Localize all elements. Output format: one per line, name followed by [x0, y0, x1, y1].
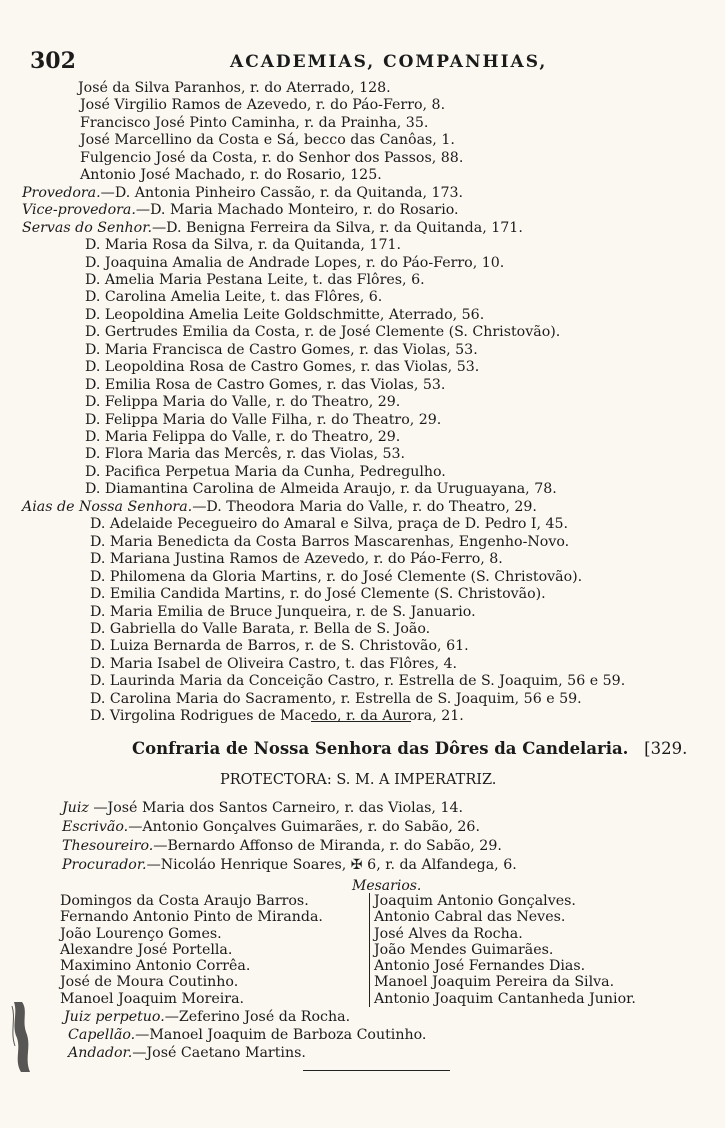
- entry-text: D. Leopoldina Amelia Leite Goldschmitte, Aterrado, 56.: [85, 307, 485, 323]
- entry-text: —D. Theodora Maria do Valle, r. do Theatro, 29.: [192, 499, 537, 515]
- entry-line: [90, 656, 457, 673]
- entry-line: [80, 150, 463, 167]
- entry-text: D. Maria Isabel de Oliveira Castro, t. das Flôres, 4.: [90, 656, 458, 672]
- section-ref: [329.: [644, 739, 688, 758]
- mesario-name: Antonio Cabral das Neves.: [374, 909, 566, 926]
- mesario-name: Antonio Joaquim Cantanheda Junior.: [374, 990, 636, 1007]
- entry-text: D. Maria Rosa da Silva, r. da Quitanda, 171.: [85, 237, 402, 253]
- mesarios-right-column: [369, 893, 636, 1007]
- entry-text: D. Mariana Justina Ramos de Azevedo, r. do Páo-Ferro, 8.: [90, 551, 503, 567]
- section-title-text: Confraria de Nossa Senhora das Dôres da Candelaria.: [132, 739, 629, 758]
- entry-line: [22, 202, 459, 219]
- entry-line: [85, 394, 400, 411]
- entry-text: D. Joaquina Amalia de Andrade Lopes, r. do Páo-Ferro, 10.: [85, 255, 505, 271]
- entry-text: —Antonio Gonçalves Guimarães, r. do Sabão, 26.: [128, 819, 480, 835]
- entry-text: D. Adelaide Pecegueiro do Amaral e Silva, praça de D. Pedro I, 45.: [90, 516, 569, 532]
- entry-text: —Nicoláo Henrique Soares, ✠ 6, r. da Alfandega, 6.: [146, 857, 517, 873]
- entry-text: D. Flora Maria das Mercês, r. das Violas, 53.: [85, 446, 406, 462]
- section-title: [132, 739, 687, 758]
- entry-line: [85, 307, 484, 324]
- entry-text: —Bernardo Affonso de Miranda, r. do Sabão, 29.: [153, 838, 502, 854]
- end-divider: [303, 1070, 450, 1071]
- page-header: [30, 48, 690, 78]
- entry-line: [85, 464, 446, 481]
- section-divider: [311, 721, 411, 722]
- entry-line: [22, 220, 523, 237]
- entry-line: [85, 289, 382, 306]
- entry-line: [90, 534, 569, 551]
- entry-text: D. Maria Francisca de Castro Gomes, r. das Violas, 53.: [85, 342, 478, 358]
- entry-text: Francisco José Pinto Caminha, r. da Prainha, 35.: [80, 115, 429, 131]
- mesario-name: Maximino Antonio Corrêa.: [60, 958, 251, 975]
- entry-line: [62, 819, 480, 836]
- entry-label: Provedora.: [22, 185, 101, 201]
- mesario-name: Domingos da Costa Araujo Barros.: [60, 893, 309, 909]
- entry-text: D. Felippa Maria do Valle, r. do Theatro, 29.: [85, 394, 401, 410]
- entry-line: [62, 838, 502, 855]
- entry-line: [90, 586, 546, 603]
- entry-line: [80, 167, 382, 184]
- mesarios-left-column: [60, 893, 323, 1007]
- entry-line: [64, 1009, 350, 1026]
- mesarios-heading: Mesarios.: [352, 878, 422, 894]
- entry-line: [80, 132, 455, 149]
- entry-label: Servas do Senhor.: [22, 220, 152, 236]
- entry-text: D. Luiza Bernarda de Barros, r. de S. Christovão, 61.: [90, 638, 469, 654]
- entry-label: Vice-provedora.: [22, 202, 136, 218]
- entry-line: [62, 800, 463, 817]
- entry-line: [68, 1045, 306, 1062]
- entry-text: José da Silva Paranhos, r. do Aterrado, 128.: [78, 80, 391, 96]
- entry-text: D. Pacifica Perpetua Maria da Cunha, Pedregulho.: [85, 464, 446, 480]
- entry-text: D. Maria Felippa do Valle, r. do Theatro, 29.: [85, 429, 401, 445]
- entry-line: [85, 324, 560, 341]
- entry-text: D. Gertrudes Emilia da Costa, r. de José Clemente (S. Christovão).: [85, 324, 561, 340]
- entry-label: Thesoureiro.: [62, 838, 154, 854]
- mesario-name: Joaquim Antonio Gonçalves.: [374, 893, 576, 909]
- entry-text: —D. Antonia Pinheiro Cassão, r. da Quitanda, 173.: [100, 185, 464, 201]
- entry-label: Andador.: [68, 1045, 133, 1061]
- entry-line: [90, 551, 503, 568]
- mesario-name: Manoel Joaquim Pereira da Silva.: [374, 974, 615, 991]
- entry-line: [85, 237, 401, 254]
- entry-text: D. Laurinda Maria da Conceição Castro, r. Estrella de S. Joaquim, 56 e 59.: [90, 673, 626, 689]
- protectora-line: PROTECTORA: S. M. A IMPERATRIZ.: [220, 772, 497, 788]
- entry-line: [22, 185, 463, 202]
- entry-line: [90, 691, 582, 708]
- entry-text: D. Virgolina Rodrigues de Macedo, r. da Aurora, 21.: [90, 708, 464, 724]
- entry-line: [22, 499, 537, 516]
- entry-line: [90, 673, 625, 690]
- entry-line: [85, 359, 479, 376]
- entry-text: D. Amelia Maria Pestana Leite, t. das Flôres, 6.: [85, 272, 425, 288]
- entry-text: D. Maria Benedicta da Costa Barros Mascarenhas, Engenho-Novo.: [90, 534, 570, 550]
- entry-text: D. Maria Emilia de Bruce Junqueira, r. de S. Januario.: [90, 604, 476, 620]
- entry-text: D. Carolina Maria do Sacramento, r. Estrella de S. Joaquim, 56 e 59.: [90, 691, 582, 707]
- mesario-name: Manoel Joaquim Moreira.: [60, 990, 245, 1007]
- entry-text: D. Felippa Maria do Valle Filha, r. do Theatro, 29.: [85, 412, 442, 428]
- entry-text: D. Emilia Rosa de Castro Gomes, r. das Violas, 53.: [85, 377, 446, 393]
- entry-line: [85, 429, 400, 446]
- entry-line: [90, 569, 582, 586]
- entry-line: [85, 255, 504, 272]
- entry-line: [80, 97, 445, 114]
- entry-text: —José Caetano Martins.: [132, 1045, 306, 1061]
- entry-line: [85, 377, 445, 394]
- entry-text: D. Gabriella do Valle Barata, r. Bella de S. João.: [90, 621, 431, 637]
- entry-text: Antonio José Machado, r. do Rosario, 125.: [80, 167, 382, 183]
- mesario-name: João Lourenço Gomes.: [60, 925, 222, 942]
- entry-text: D. Carolina Amelia Leite, t. das Flôres, 6.: [85, 289, 383, 305]
- entry-line: [85, 342, 478, 359]
- running-title: ACADEMIAS, COMPANHIAS,: [230, 52, 548, 72]
- mesario-name: Antonio José Fernandes Dias.: [374, 958, 586, 975]
- entry-text: —D. Benigna Ferreira da Silva, r. da Quitanda, 171.: [151, 220, 523, 236]
- entry-text: —José Maria dos Santos Carneiro, r. das Violas, 14.: [88, 800, 464, 816]
- entry-text: —Manoel Joaquim de Barboza Coutinho.: [135, 1027, 427, 1043]
- mesario-name: Fernando Antonio Pinto de Miranda.: [60, 909, 323, 926]
- mesario-name: João Mendes Guimarães.: [374, 941, 554, 958]
- entry-line: [90, 516, 568, 533]
- entry-text: D. Diamantina Carolina de Almeida Araujo, r. da Uruguayana, 78.: [85, 481, 557, 497]
- mesario-name: José de Moura Coutinho.: [60, 974, 239, 991]
- entry-label: Juiz perpetuo.: [64, 1009, 165, 1025]
- entry-line: [90, 638, 469, 655]
- entry-line: [78, 80, 391, 97]
- entry-line: [85, 412, 441, 429]
- entry-line: [68, 1027, 426, 1044]
- entry-label: Juiz: [62, 800, 89, 816]
- entry-text: —Zeferino José da Rocha.: [164, 1009, 351, 1025]
- entry-text: D. Emilia Candida Martins, r. do José Clemente (S. Christovão).: [90, 586, 546, 602]
- entry-label: Procurador.: [62, 857, 147, 873]
- mesario-name: Alexandre José Portella.: [60, 941, 233, 958]
- entry-text: José Virgilio Ramos de Azevedo, r. do Páo-Ferro, 8.: [80, 97, 446, 113]
- binding-margin-mark: [8, 1000, 36, 1074]
- page-number: 302: [30, 48, 76, 74]
- entry-line: [90, 708, 464, 725]
- entry-label: Escrivão.: [62, 819, 129, 835]
- entry-text: —D. Maria Machado Monteiro, r. do Rosario.: [135, 202, 459, 218]
- entry-text: Fulgencio José da Costa, r. do Senhor dos Passos, 88.: [80, 150, 464, 166]
- mesario-name: José Alves da Rocha.: [374, 925, 523, 942]
- entry-text: D. Philomena da Gloria Martins, r. do José Clemente (S. Christovão).: [90, 569, 583, 585]
- entry-text: D. Leopoldina Rosa de Castro Gomes, r. das Violas, 53.: [85, 359, 480, 375]
- entry-label: Capellão.: [68, 1027, 136, 1043]
- entry-line: [85, 481, 557, 498]
- entry-line: [62, 857, 517, 874]
- entry-line: [80, 115, 428, 132]
- entry-text: José Marcellino da Costa e Sá, becco das Canôas, 1.: [80, 132, 455, 148]
- entry-line: [85, 272, 425, 289]
- entry-line: [90, 621, 430, 638]
- entry-line: [85, 446, 405, 463]
- entry-line: [90, 604, 476, 621]
- entry-label: Aias de Nossa Senhora.: [22, 499, 193, 515]
